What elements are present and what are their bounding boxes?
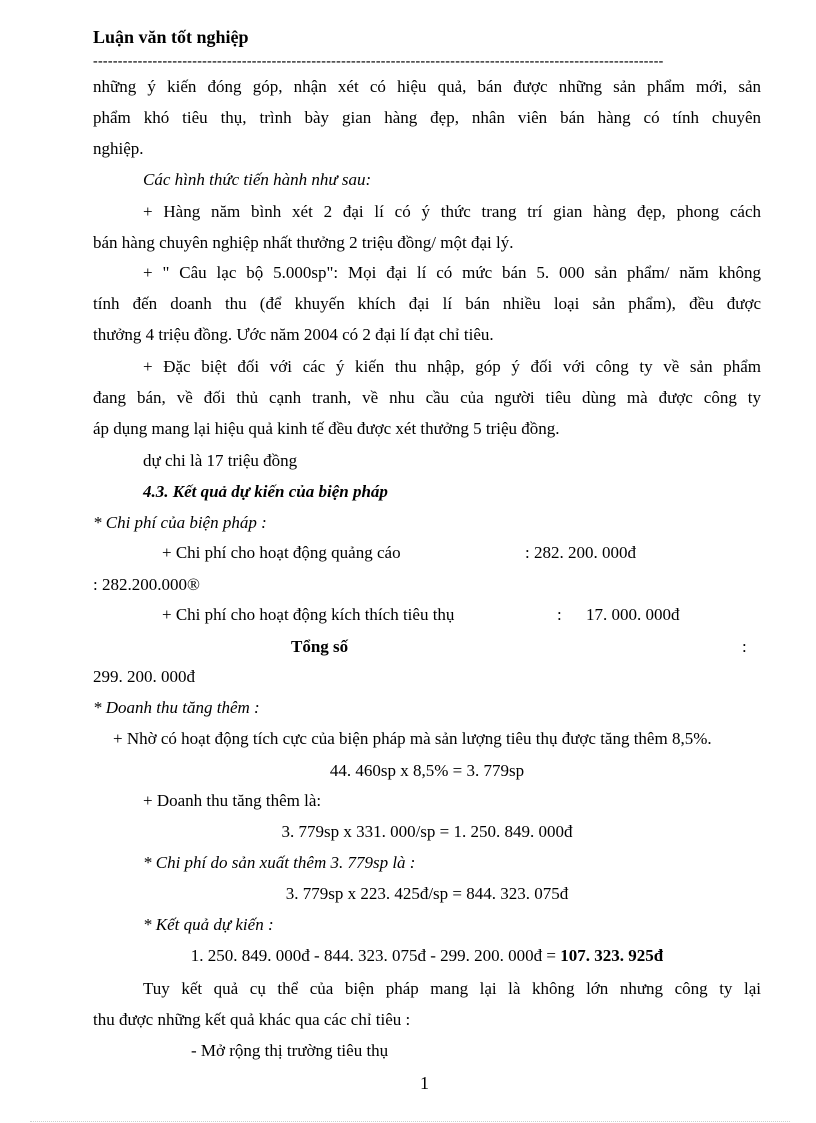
calc-line: 3. 779sp x 331. 000/sp = 1. 250. 849. 000đ xyxy=(281,822,573,841)
conclusion-line: thu được những kết quả khác qua các chỉ tiêu : xyxy=(93,1010,411,1029)
expected-heading: * Kết quả dự kiến : xyxy=(143,915,274,934)
paragraph-line: nghiệp. xyxy=(93,139,144,158)
bullet-line: tính đến doanh thu (để khuyến khích đại lí bán nhiều loại sản phẩm), đều được xyxy=(93,294,761,313)
bullet-line: bán hàng chuyên nghiệp nhất thưởng 2 triệu đồng/ một đại lý. xyxy=(93,233,514,252)
calc-line: 44. 460sp x 8,5% = 3. 779sp xyxy=(329,761,525,780)
page-number: 1 xyxy=(420,1073,429,1093)
total-colon: : xyxy=(742,637,747,656)
revenue-line: + Nhờ có hoạt động tích cực của biện pháp mà sản lượng tiêu thụ được tăng thêm 8,5%. xyxy=(113,729,712,748)
bullet-line: + " Câu lạc bộ 5.000sp": Mọi đại lí có mức bán 5. 000 sản phẩm/ năm không xyxy=(143,263,761,282)
budget-note: dự chi là 17 triệu đồng xyxy=(143,451,298,470)
section-heading: 4.3. Kết quả dự kiến của biện pháp xyxy=(143,482,388,501)
calc-line: 3. 779sp x 223. 425đ/sp = 844. 323. 075đ xyxy=(285,884,569,903)
footer-rule xyxy=(30,1121,790,1122)
bullet-line: thưởng 4 triệu đồng. Ước năm 2004 có 2 đại lí đạt chỉ tiêu. xyxy=(93,325,494,344)
bullet-line: đang bán, về đối thủ cạnh tranh, về nhu cầu của người tiêu dùng mà được công ty xyxy=(93,388,761,407)
paragraph-line: những ý kiến đóng góp, nhận xét có hiệu quả, bán được những sản phẩm mới, sản xyxy=(93,77,761,96)
cost2-colon: : xyxy=(557,605,562,624)
calc-result-line xyxy=(93,945,761,967)
forms-heading: Các hình thức tiến hành như sau: xyxy=(143,170,372,189)
revenue-increase: + Doanh thu tăng thêm là: xyxy=(143,791,322,810)
calc4-expression: 1. 250. 849. 000đ - 844. 323. 075đ - 299. 200. 000đ = xyxy=(190,946,561,965)
page-header-title: Luận văn tốt nghiệp xyxy=(93,27,249,47)
bullet-line: + Hàng năm bình xét 2 đại lí có ý thức trang trí gian hàng đẹp, phong cách xyxy=(143,202,761,221)
bullet-line: áp dụng mang lại hiệu quả kinh tế đều được xét thưởng 5 triệu đồng. xyxy=(93,419,560,438)
cost1-label: + Chi phí cho hoạt động quảng cáo xyxy=(162,543,401,562)
cost1-repeat: : 282.200.000® xyxy=(93,575,200,594)
cost1-value: : 282. 200. 000đ xyxy=(525,543,636,562)
calc4-result: 107. 323. 925đ xyxy=(560,946,664,965)
cost2-label: + Chi phí cho hoạt động kích thích tiêu thụ xyxy=(162,605,455,624)
production-cost-heading: * Chi phí do sản xuất thêm 3. 779sp là : xyxy=(143,853,416,872)
bullet-line: + Đặc biệt đối với các ý kiến thu nhập, góp ý đối với công ty về sản phẩm xyxy=(143,357,761,376)
paragraph-line: phẩm khó tiêu thụ, trình bày gian hàng đẹp, nhân viên bán hàng có tính chuyên xyxy=(93,108,761,127)
bullet-market: - Mở rộng thị trường tiêu thụ xyxy=(191,1041,389,1060)
revenue-heading: * Doanh thu tăng thêm : xyxy=(93,698,260,717)
cost-heading: * Chi phí của biện pháp : xyxy=(93,513,267,532)
total-label: Tổng số xyxy=(291,637,349,656)
total-value: 299. 200. 000đ xyxy=(93,667,195,686)
conclusion-line: Tuy kết quả cụ thể của biện pháp mang lại là không lớn nhưng công ty lại xyxy=(143,979,761,998)
cost2-value: 17. 000. 000đ xyxy=(586,605,680,624)
header-separator: ------------------------------------------------------------------------------------------------------------------- xyxy=(93,54,664,69)
